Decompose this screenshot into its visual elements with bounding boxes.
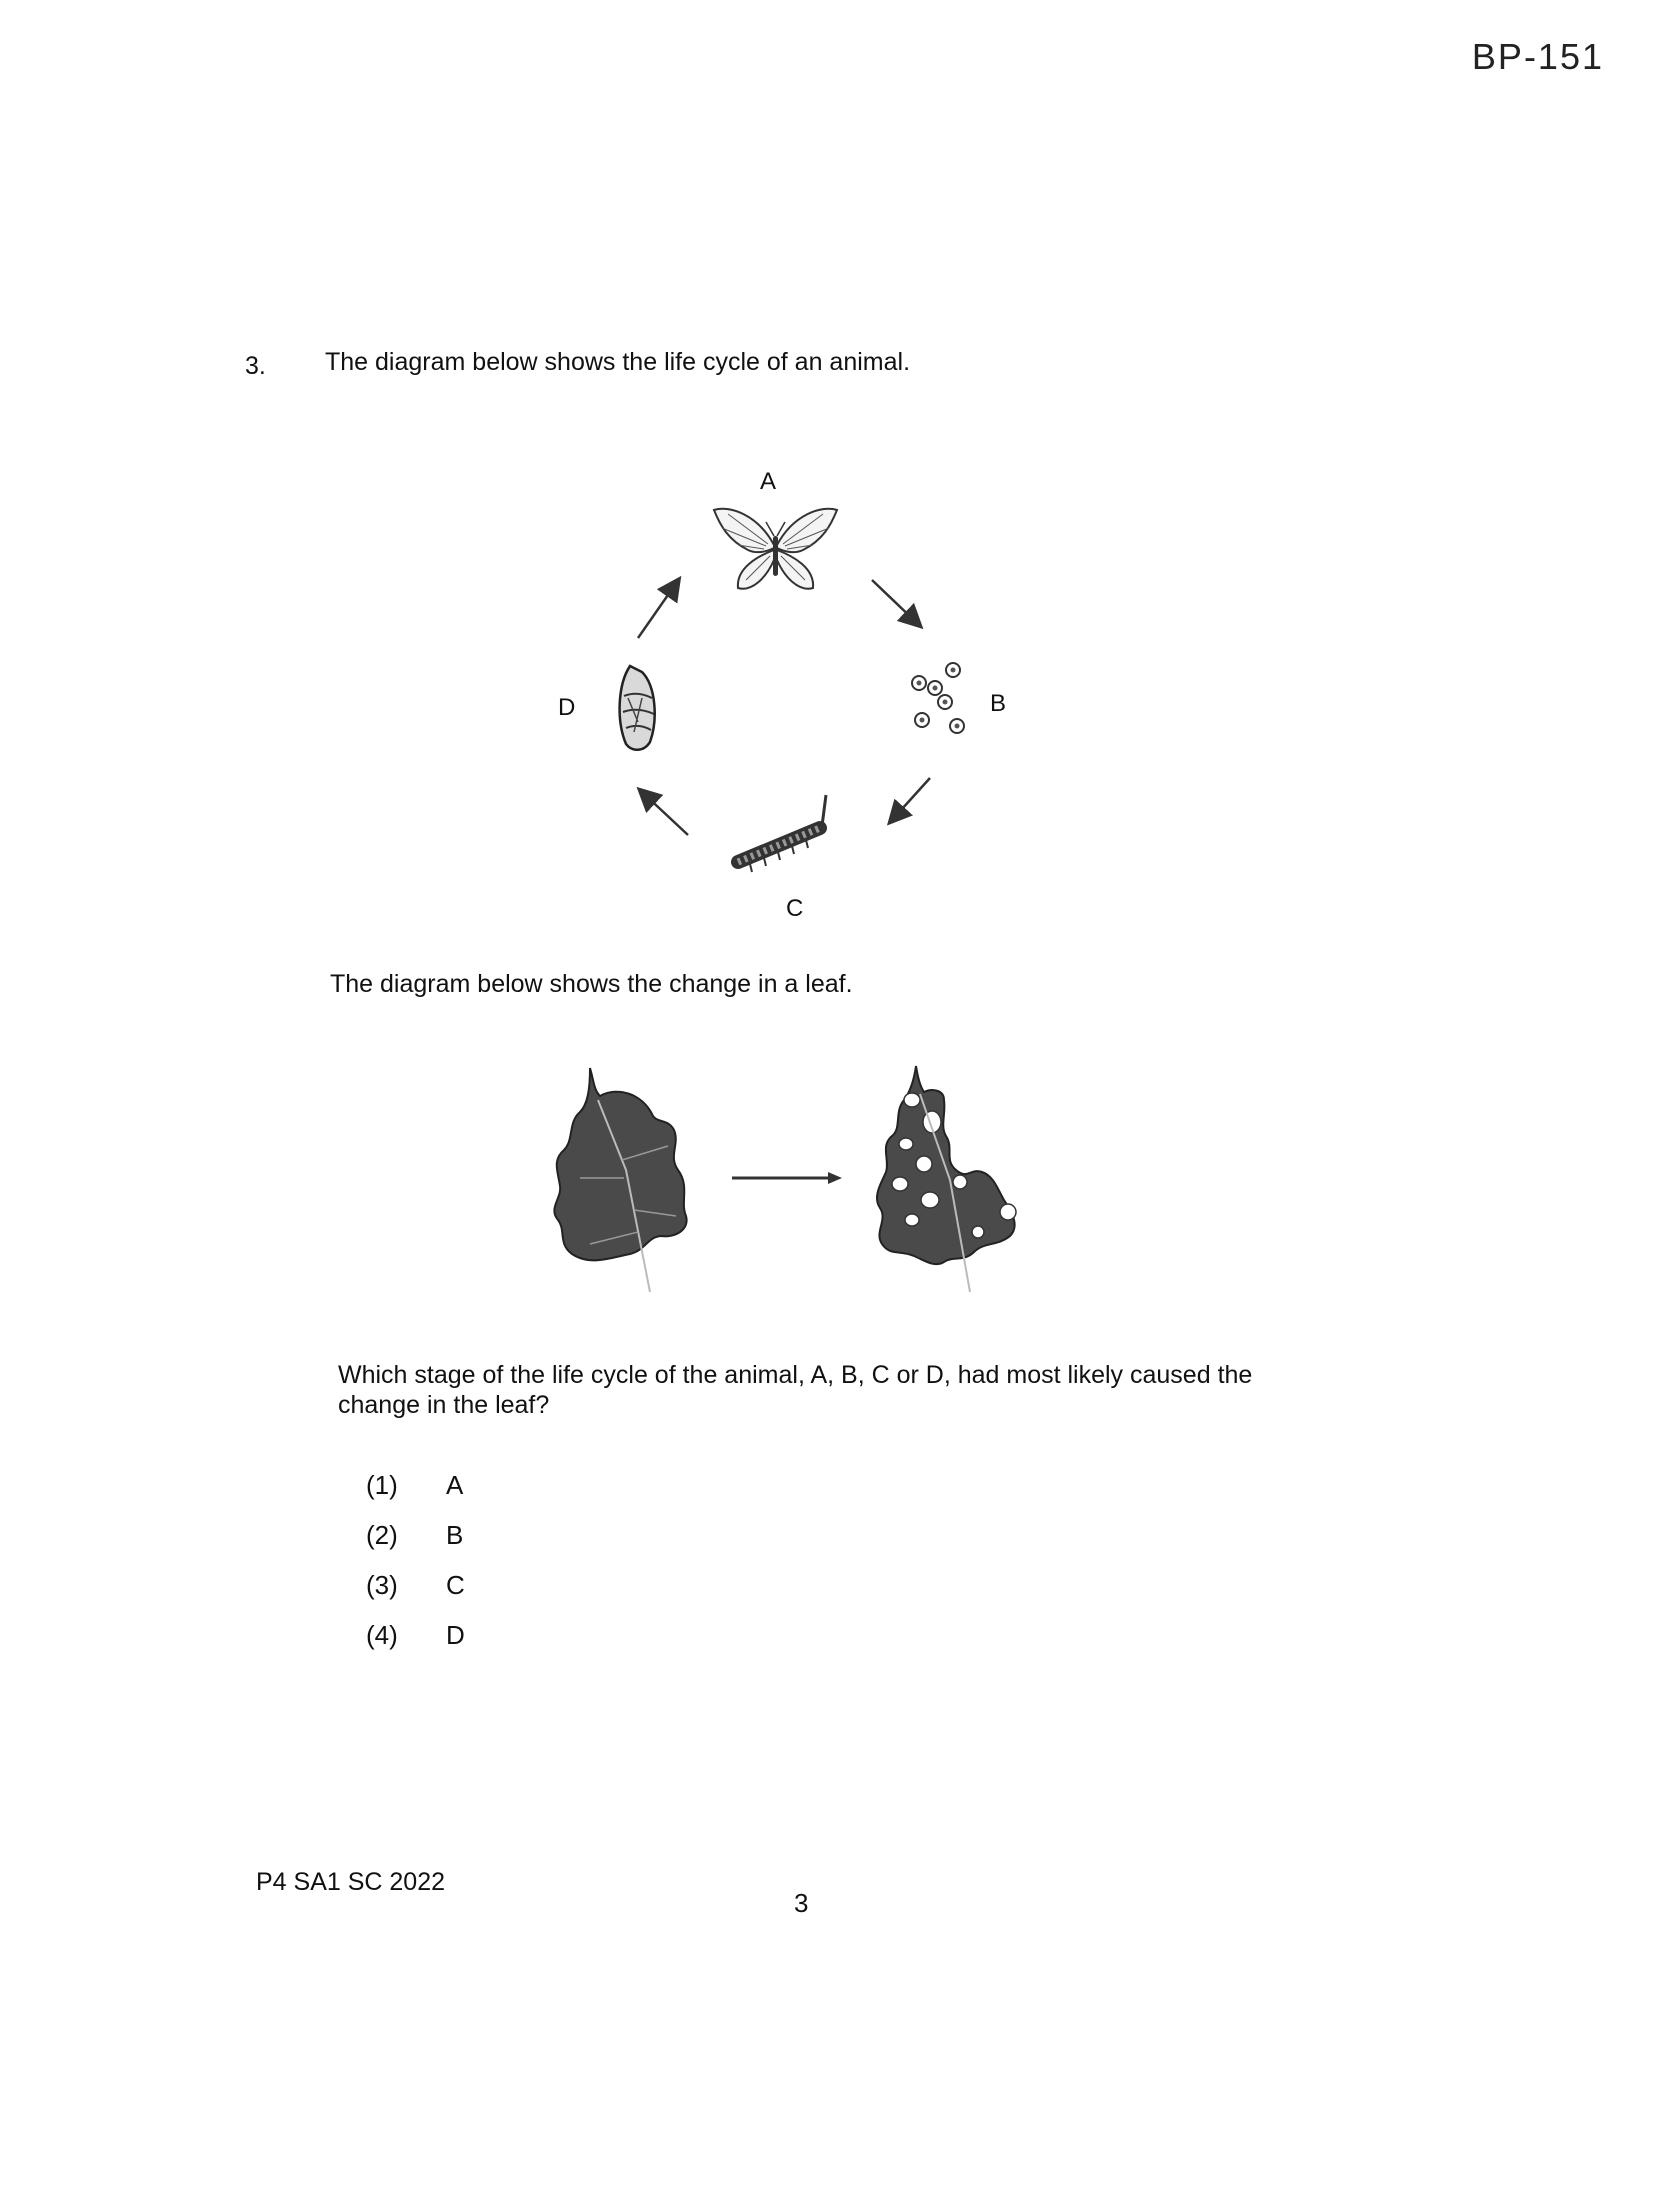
change-arrow: [730, 1168, 845, 1188]
document-code: BP-151: [1471, 36, 1604, 77]
stage-label-c: C: [786, 895, 804, 922]
cycle-arrows: [600, 560, 960, 860]
option-2[interactable]: [366, 1510, 465, 1560]
question-number: 3.: [245, 352, 266, 380]
arrow-c-to-d: [642, 792, 688, 835]
stage-label-b: B: [990, 690, 1007, 717]
page-number: 3: [794, 1888, 809, 1918]
eaten-leaf-icon: [870, 1060, 1030, 1300]
option-number: (3): [366, 1569, 398, 1600]
arrow-b-to-c: [892, 778, 930, 820]
option-text: C: [446, 1569, 465, 1600]
stage-label-a: A: [760, 468, 777, 495]
option-number: (2): [366, 1519, 398, 1550]
option-4[interactable]: [366, 1610, 465, 1660]
answer-options: [366, 1460, 465, 1660]
option-number: (4): [366, 1619, 398, 1650]
option-1[interactable]: [366, 1460, 465, 1510]
arrow-a-to-b: [872, 580, 918, 624]
question-prompt: Which stage of the life cycle of the animal, A, B, C or D, had most likely caused the change in the leaf?: [338, 1361, 1253, 1419]
option-text: A: [446, 1469, 464, 1500]
option-number: (1): [366, 1469, 398, 1500]
option-text: D: [446, 1619, 465, 1650]
stage-label-d: D: [558, 694, 576, 721]
exam-footer: P4 SA1 SC 2022: [256, 1868, 446, 1896]
option-text: B: [446, 1519, 464, 1550]
whole-leaf-icon: [550, 1060, 700, 1300]
arrow-d-to-a: [638, 582, 677, 638]
option-3[interactable]: [366, 1560, 465, 1610]
question-intro: The diagram below shows the life cycle of an animal.: [325, 348, 911, 376]
leaf-intro: The diagram below shows the change in a leaf.: [330, 970, 853, 998]
